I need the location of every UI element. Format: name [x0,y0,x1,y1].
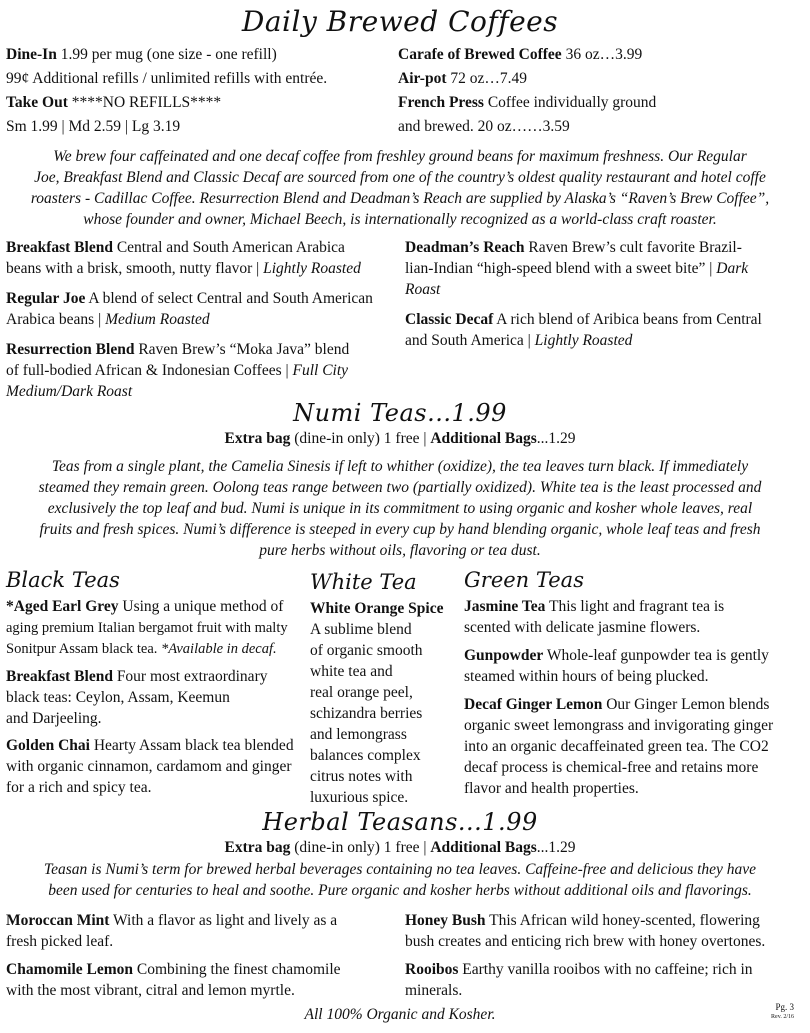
earl-grey-item: *Aged Earl Grey Using a unique method of [6,598,284,615]
footer-note: All 100% Organic and Kosher. [304,1006,496,1023]
regular-joe-desc: Arabica beans | Medium Roasted [6,311,210,328]
takeout-line: Take Out ****NO REFILLS**** [6,94,222,111]
white-orange-spice-name: White Orange Spice [310,600,444,617]
white-desc-3: white tea and [310,663,393,680]
airpot-line: Air-pot 72 oz…7.49 [398,70,528,87]
numi-intro-5: pure herbs without oils, flavoring or tea dust. [259,542,541,559]
black-breakfast-desc-1: black teas: Ceylon, Assam, Keemun [6,689,230,706]
numi-intro-4: fruits and fresh spices. Numi’s difference is steeped in every cup by hand blending organic, whole leaf teas and fresh [39,521,761,538]
golden-chai-item: Golden Chai Hearty Assam black tea blended [6,737,294,754]
coffee-intro-4: whose founder and owner, Michael Beech, is internationally recognized as a world-class craft roaster. [83,211,717,228]
earl-grey-desc-2: Sonitpur Assam black tea. *Available in decaf. [6,641,277,657]
herbal-intro-2: been used for centuries to heal and soothe. Pure organic and kosher herbs without additional oils and flavorings. [48,882,752,899]
numi-title: Numi Teas...1.99 [293,399,507,427]
white-desc-8: citrus notes with [310,768,413,785]
herbal-extra-line: Extra bag (dine-in only) 1 free | Additional Bags...1.29 [224,839,576,856]
numi-intro-2: steamed they remain green. Oolong teas range between two (partially oxidized). White tea is the least processed and [38,479,762,496]
ginger-lemon-desc-2: into an organic decaffeinated green tea. The CO2 [464,738,769,755]
rooibos-desc: minerals. [405,982,463,999]
ginger-lemon-desc-1: organic sweet lemongrass and invigorating ginger [464,717,774,734]
classic-decaf-desc: and South America | Lightly Roasted [405,332,633,349]
page-number: Pg. 3 Rev. 2/16 [771,1002,794,1020]
white-desc-2: of organic smooth [310,642,423,659]
coffee-intro-1: We brew four caffeinated and one decaf coffee from freshley ground beans for maximum freshness. Our Regular [53,148,747,165]
chamomile-lemon-desc: with the most vibrant, citral and lemon myrtle. [6,982,295,999]
resurrection-item: Resurrection Blend Raven Brew’s “Moka Java” blend [6,341,350,358]
golden-chai-desc-2: for a rich and spicy tea. [6,779,152,796]
dinein-line: Dine-In 1.99 per mug (one size - one refill) [6,46,277,63]
coffee-intro-2: Joe, Breakfast Blend and Classic Decaf are sourced from one of the country’s oldest quality restaurant and hotel coffe [34,169,766,186]
white-desc-1: A sublime blend [310,621,412,638]
gunpowder-item: Gunpowder Whole-leaf gunpowder tea is gently [464,647,769,664]
jasmine-desc: scented with delicate jasmine flowers. [464,619,701,636]
breakfast-blend-desc: beans with a brisk, smooth, nutty flavor | Lightly Roasted [6,260,361,277]
coffee-title: Daily Brewed Coffees [241,5,559,38]
french-press-line-2: and brewed. 20 oz……3.59 [398,118,570,135]
honey-bush-desc: bush creates and enticing rich brew with honey overtones. [405,933,766,950]
numi-intro-1: Teas from a single plant, the Camelia Sinesis if left to whither (oxidize), the tea leaves turn black. If immediately [51,458,749,475]
white-tea-title: White Tea [310,570,417,594]
refills-line: 99¢ Additional refills / unlimited refills with entrée. [6,70,328,87]
rooibos-item: Rooibos Earthy vanilla rooibos with no caffeine; rich in [405,961,753,978]
chamomile-lemon-item: Chamomile Lemon Combining the finest chamomile [6,961,341,978]
coffee-intro-3: roasters - Cadillac Coffee. Resurrection Blend and Deadman’s Reach are supplied by Alaska’s “Raven’s Brew Coffee”, [30,190,770,207]
ginger-lemon-desc-4: flavor and health properties. [464,780,639,797]
herbal-title: Herbal Teasans...1.99 [262,808,538,836]
moroccan-mint-desc: fresh picked leaf. [6,933,114,950]
jasmine-item: Jasmine Tea This light and fragrant tea is [464,598,725,615]
deadmans-reach-desc: lian-Indian “high-speed blend with a sweet bite” | Dark [405,260,749,277]
white-desc-6: and lemongrass [310,726,407,743]
ginger-lemon-item: Decaf Ginger Lemon Our Ginger Lemon blends [464,696,770,713]
french-press-line: French Press Coffee individually ground [398,94,657,111]
numi-intro-3: exclusively the top leaf and bud. Numi is unique in its commitment to using organic and kosher whole leaves, real [47,500,753,517]
sizes-line: Sm 1.99 | Md 2.59 | Lg 3.19 [6,118,181,135]
golden-chai-desc-1: with organic cinnamon, cardamom and ginger [6,758,292,775]
deadmans-reach-item: Deadman’s Reach Raven Brew’s cult favorite Brazil- [405,239,742,256]
numi-extra-line: Extra bag (dine-in only) 1 free | Additional Bags...1.29 [224,430,576,447]
carafe-line: Carafe of Brewed Coffee 36 oz…3.99 [398,46,643,63]
honey-bush-item: Honey Bush This African wild honey-scented, flowering [405,912,760,929]
white-desc-4: real orange peel, [310,684,413,701]
resurrection-roast: Medium/Dark Roast [6,383,133,400]
black-teas-title: Black Teas [6,568,120,592]
black-breakfast-desc-2: and Darjeeling. [6,710,102,727]
white-desc-5: schizandra berries [310,705,423,722]
black-breakfast-item: Breakfast Blend Four most extraordinary [6,668,268,685]
ginger-lemon-desc-3: decaf process is chemical-free and retains more [464,759,759,776]
white-desc-7: balances complex [310,747,421,764]
classic-decaf-item: Classic Decaf A rich blend of Aribica beans from Central [405,311,762,328]
regular-joe-item: Regular Joe A blend of select Central and South American [6,290,373,307]
deadmans-reach-roast: Roast [405,281,441,298]
herbal-intro-1: Teasan is Numi’s term for brewed herbal beverages containing no tea leaves. Caffeine-free and delicious they have [43,861,757,878]
moroccan-mint-item: Moroccan Mint With a flavor as light and lively as a [6,912,338,929]
green-teas-title: Green Teas [464,568,584,592]
gunpowder-desc: steamed within hours of being plucked. [464,668,709,685]
resurrection-desc: of full-bodied African & Indonesian Coffees | Full City [6,362,349,379]
white-desc-9: luxurious spice. [310,789,409,806]
earl-grey-desc-1: aging premium Italian bergamot fruit with malty [6,620,288,636]
breakfast-blend-item: Breakfast Blend Central and South American Arabica [6,239,345,256]
